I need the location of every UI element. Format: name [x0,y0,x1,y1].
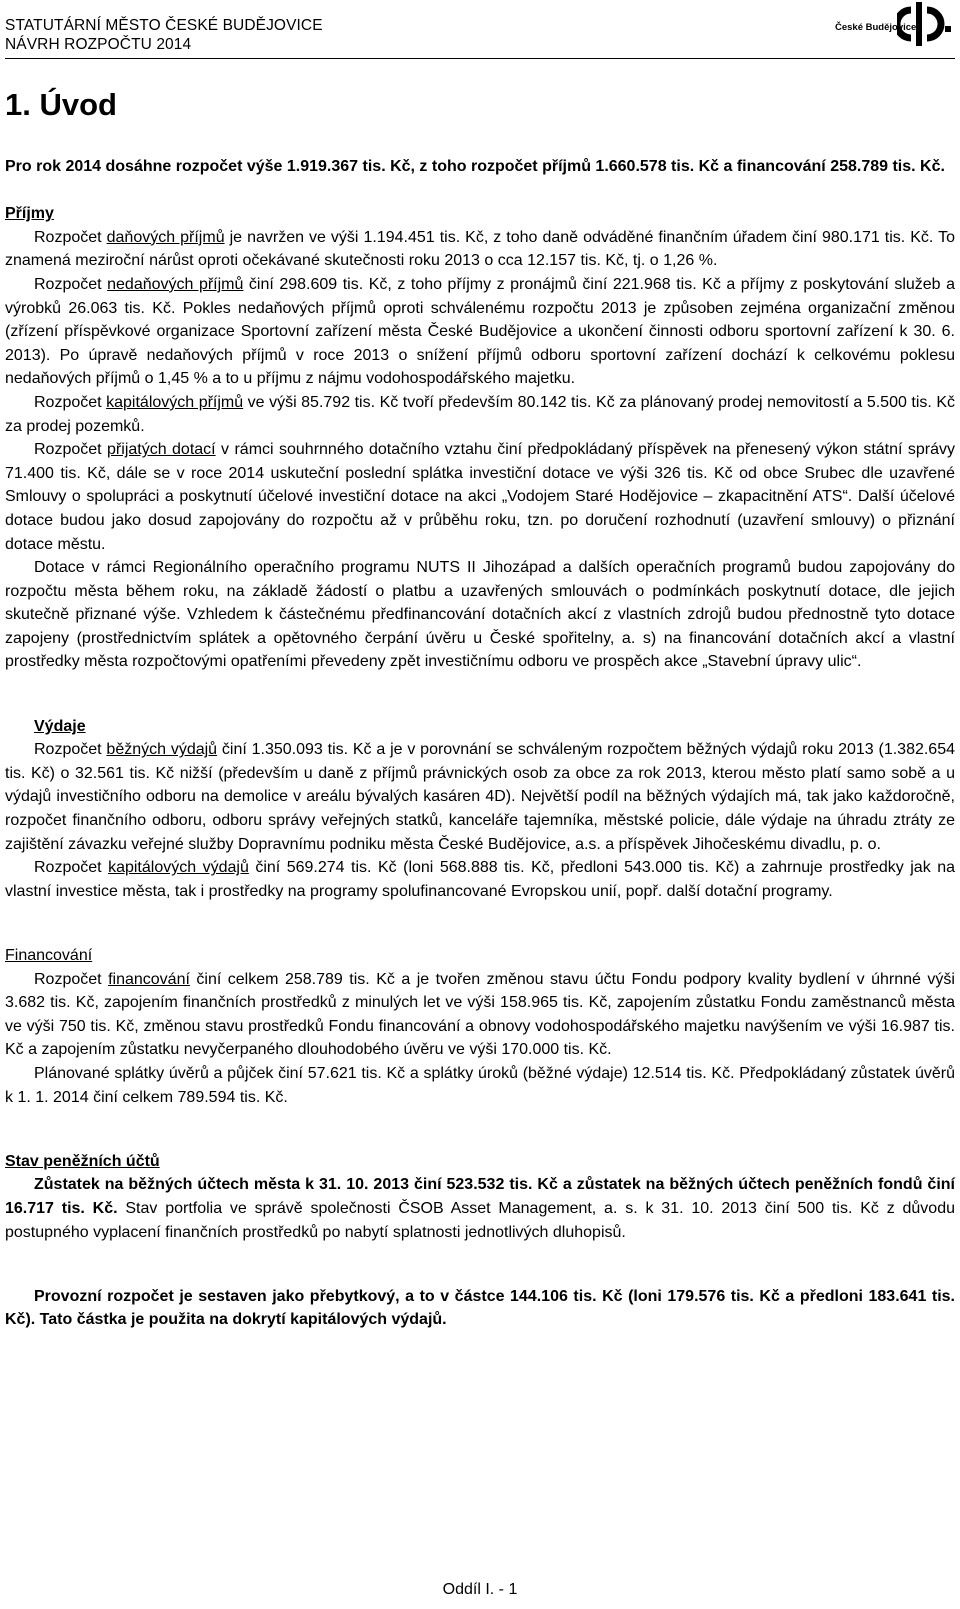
page-footer: Oddíl I. - 1 [442,1581,518,1598]
paragraph-financovani: Rozpočet financování činí celkem 258.789 tis. Kč a je tvořen změnou stavu účtu Fondu podpory kvality bydlení v úhrnné výši 3.682 tis. Kč, zapojením finančních prostředků z minulých let ve výši 158.965 tis. Kč, zapojením zůstatku Fondu zaměstnanců města ve výši 750 tis. Kč, změnou stavu prostředků Fondu financování a obnovy vodohospodářského majetku navýšením ve výši 16.987 tis. Kč a zapojením zůstatku nevyčerpaného dlouhodobého úvěru ve výši 170.000 tis. Kč. [5,970,955,1059]
header-city: STATUTÁRNÍ MĚSTO ČESKÉ BUDĚJOVICE [5,17,323,34]
logo-mark-icon [897,2,953,46]
paragraph-provozni-rozpocet: Provozní rozpočet je sestaven jako přebytkový, a to v částce 144.106 tis. Kč (loni 179.576 tis. Kč a předloni 183.641 tis. Kč). Tato částka je použita na dokrytí kapitálových výdajů. [5,1287,955,1329]
section-title: 1. Úvod [5,87,117,122]
heading-stav-uctu: Stav peněžních účtů [5,1152,160,1170]
logo-text: České Budějovice [835,22,917,33]
paragraph-kapitalove-vydaje: Rozpočet kapitálových výdajů činí 569.274 tis. Kč (loni 568.888 tis. Kč, předloni 543.000 tis. Kč) a zahrnuje prostředky jak na vlastní investice města, tak i prostředky na programy spolufinancované Evropskou unií, popř. další dotační programy. [5,859,955,900]
intro-paragraph: Pro rok 2014 dosáhne rozpočet výše 1.919.367 tis. Kč, z toho rozpočet příjmů 1.660.578 tis. Kč a financování 258.789 tis. Kč. [5,158,945,175]
paragraph-stav-uctu: Zůstatek na běžných účtech města k 31. 10. 2013 činí 523.532 tis. Kč a zůstatek na běžných účtech peněžních fondů činí 16.717 tis. Kč. Stav portfolia ve správě společnosti ČSOB Asset Management, a. s. k 31. 10. 2013 činí 500 tis. Kč z důvodu postupného vyplacení finančních prostředků po nabytí splatnosti jednotlivých dluhopisů. [5,1176,956,1241]
city-logo [835,2,953,46]
paragraph-splatky-uveru: Plánované splátky úvěrů a půjček činí 57.621 tis. Kč a splátky úroků (běžné výdaje) 12.514 tis. Kč. Předpokládaný zůstatek úvěrů k 1. 1. 2014 činí celkem 789.594 tis. Kč. [5,1064,955,1106]
heading-vydaje: Výdaje [34,717,86,735]
paragraph-dotace-rop: Dotace v rámci Regionálního operačního programu NUTS II Jihozápad a dalších operačních programů budou zapojovány do rozpočtu města během roku, na základě žádostí o platbu a uzavřených smlouvách o podmínkách poskytnutí dotace, dle jejich skutečně přiznané výše. Vzhledem k částečnému předfinancování dotačních akcí z vlastních zdrojů budou přednostně tyto dotace zapojeny (prostřednictvím splátek a opětovného čerpání úvěru u České spořitelny, a. s) na financování dotačních akcí a vlastní prostředky města rozpočtovými opatřeními převedeny zpět investičnímu odboru ve prospěch akce „Stavební úpravy ulic“. [5,559,955,671]
header-document: NÁVRH ROZPOČTU 2014 [5,36,192,53]
paragraph-bezne-vydaje: Rozpočet běžných výdajů činí 1.350.093 tis. Kč a je v porovnání se schváleným rozpočtem běžných výdajů roku 2013 (1.382.654 tis. Kč) o 32.561 tis. Kč nižší (především u daně z příjmů právnických osob za obce za rok 2013, kterou město platí samo sobě a u výdajů investičního odboru na demolice v areálu bývalých kasáren 4D). Největší podíl na běžných výdajích má, tak jako každoročně, rozpočet finančního odboru, odboru správy veřejných statků, kanceláře tajemníka, městské policie, dále výdaje na úhradu ztráty ze zajištění závazku veřejné služby Dopravnímu podniku města České Budějovice, a.s. a příspěvek Jihočeskému divadlu, p. o. [5,741,956,853]
paragraph-nedanove-prijmy: Rozpočet nedaňových příjmů činí 298.609 tis. Kč, z toho příjmy z pronájmů činí 221.968 tis. Kč a příjmy z poskytování služeb a výrobků 26.063 tis. Kč. Pokles nedaňových příjmů oproti schválenému rozpočtu 2013 je způsoben zejména organizační změnou (zřízení příspěvkové organizace Sportovní zařízení města České Budějovice a ukončení činnosti odboru sportovní zařízení k 30. 6. 2013). Po úpravě nedaňových příjmů v roce 2013 o snížení příjmů odboru sportovní zařízení dochází k celkovému poklesu nedaňových příjmů o 1,45 % a to u příjmu z nájmu vodohospodářského majetku. [5,275,955,388]
heading-prijmy: Příjmy [5,205,54,223]
heading-financovani: Financování [5,947,93,964]
paragraph-kapitalove-prijmy: Rozpočet kapitálových příjmů ve výši 85.792 tis. Kč tvoří především 80.142 tis. Kč za plánovaný prodej nemovitostí a 5.500 tis. Kč za prodej pozemků. [5,393,956,435]
paragraph-prijate-dotace: Rozpočet přijatých dotací v rámci souhrnného dotačního vztahu činí předpokládaný příspěvek na přenesený výkon státní správy 71.400 tis. Kč, dále se v roce 2014 uskuteční poslední splátka investiční dotace ve výši 326 tis. Kč od obce Srubec dle uzavřené Smlouvy o spolupráci a poskytnutí účelové investiční dotace na akci „Vodojem Staré Hodějovice – zkapacitnění ATS“. Další účelové dotace budou jako dosud zapojovány do rozpočtu až v průběhu roku, tzn. po doručení rozhodnutí (uzavření smlouvy) o přiznání dotace městu. [5,441,956,553]
paragraph-danove-prijmy: Rozpočet daňových příjmů je navržen ve výši 1.194.451 tis. Kč, z toho daně odváděné finančním úřadem činí 980.171 tis. Kč. To znamená meziroční nárůst oproti očekávané skutečnosti roku 2013 o cca 12.157 tis. Kč, tj. o 1,26 %. [5,228,956,270]
header-rule [5,58,955,59]
document-body [5,155,955,1332]
page-header [5,16,323,54]
